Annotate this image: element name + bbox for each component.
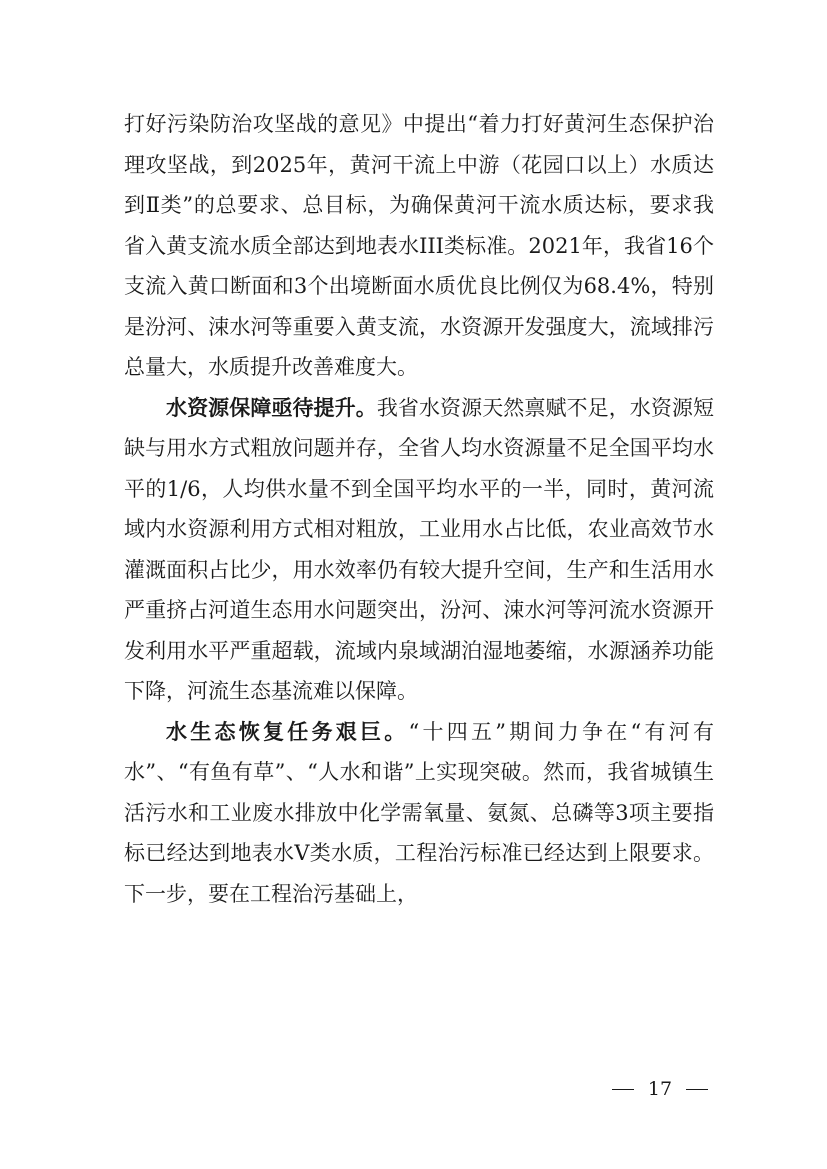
paragraph-1-text: 打好污染防治攻坚战的意见》中提出“着力打好黄河生态保护治理攻坚战，到2025年，黄河干流上中游（花园口以上）水质达到Ⅱ类”的总要求、总目标，为确保黄河干流水质达标，要求我省入黄支流水质全部达到地表水III类标准。2021年，我省16个支流入黄口断面和3个出境断面水质优良比例仅为68.4%，特别是汾河、涑水河等重要入黄支流，水资源开发强度大，流域排污总量大，水质提升改善难度大。 — [124, 112, 714, 379]
paragraph-3-text: “十四五”期间力争在“有河有水”、“有鱼有草”、“人水和谐”上实现突破。然而，我省城镇生活污水和工业废水排放中化学需氧量、氨氮、总磷等3项主要指标已经达到地表水Ⅴ类水质，工程治污标准已经达到上限要求。下一步，要在工程治污基础上， — [124, 719, 714, 906]
paragraph-2-heading: 水资源保障亟待提升。 — [166, 394, 377, 420]
body-text — [124, 104, 714, 914]
footer-dash-left — [612, 1089, 634, 1090]
paragraph-2 — [124, 388, 714, 712]
paragraph-3-heading: 水生态恢复任务艰巨。 — [166, 718, 409, 744]
paragraph-1 — [124, 104, 714, 388]
paragraph-3 — [124, 712, 714, 915]
footer-dash-right — [686, 1089, 708, 1090]
page-footer — [600, 1074, 720, 1104]
paragraph-2-text: 我省水资源天然禀赋不足，水资源短缺与用水方式粗放问题并存，全省人均水资源量不足全国平均水平的1/6，人均供水量不到全国平均水平的一半，同时，黄河流域内水资源利用方式相对粗放，工业用水占比低，农业高效节水灌溉面积占比少，用水效率仍有较大提升空间，生产和生活用水严重挤占河道生态用水问题突出，汾河、涑水河等河流水资源开发利用水平严重超载，流域内泉域湖泊湿地萎缩，水源涵养功能下降，河流生态基流难以保障。 — [124, 395, 715, 703]
page-number: 17 — [647, 1078, 673, 1100]
